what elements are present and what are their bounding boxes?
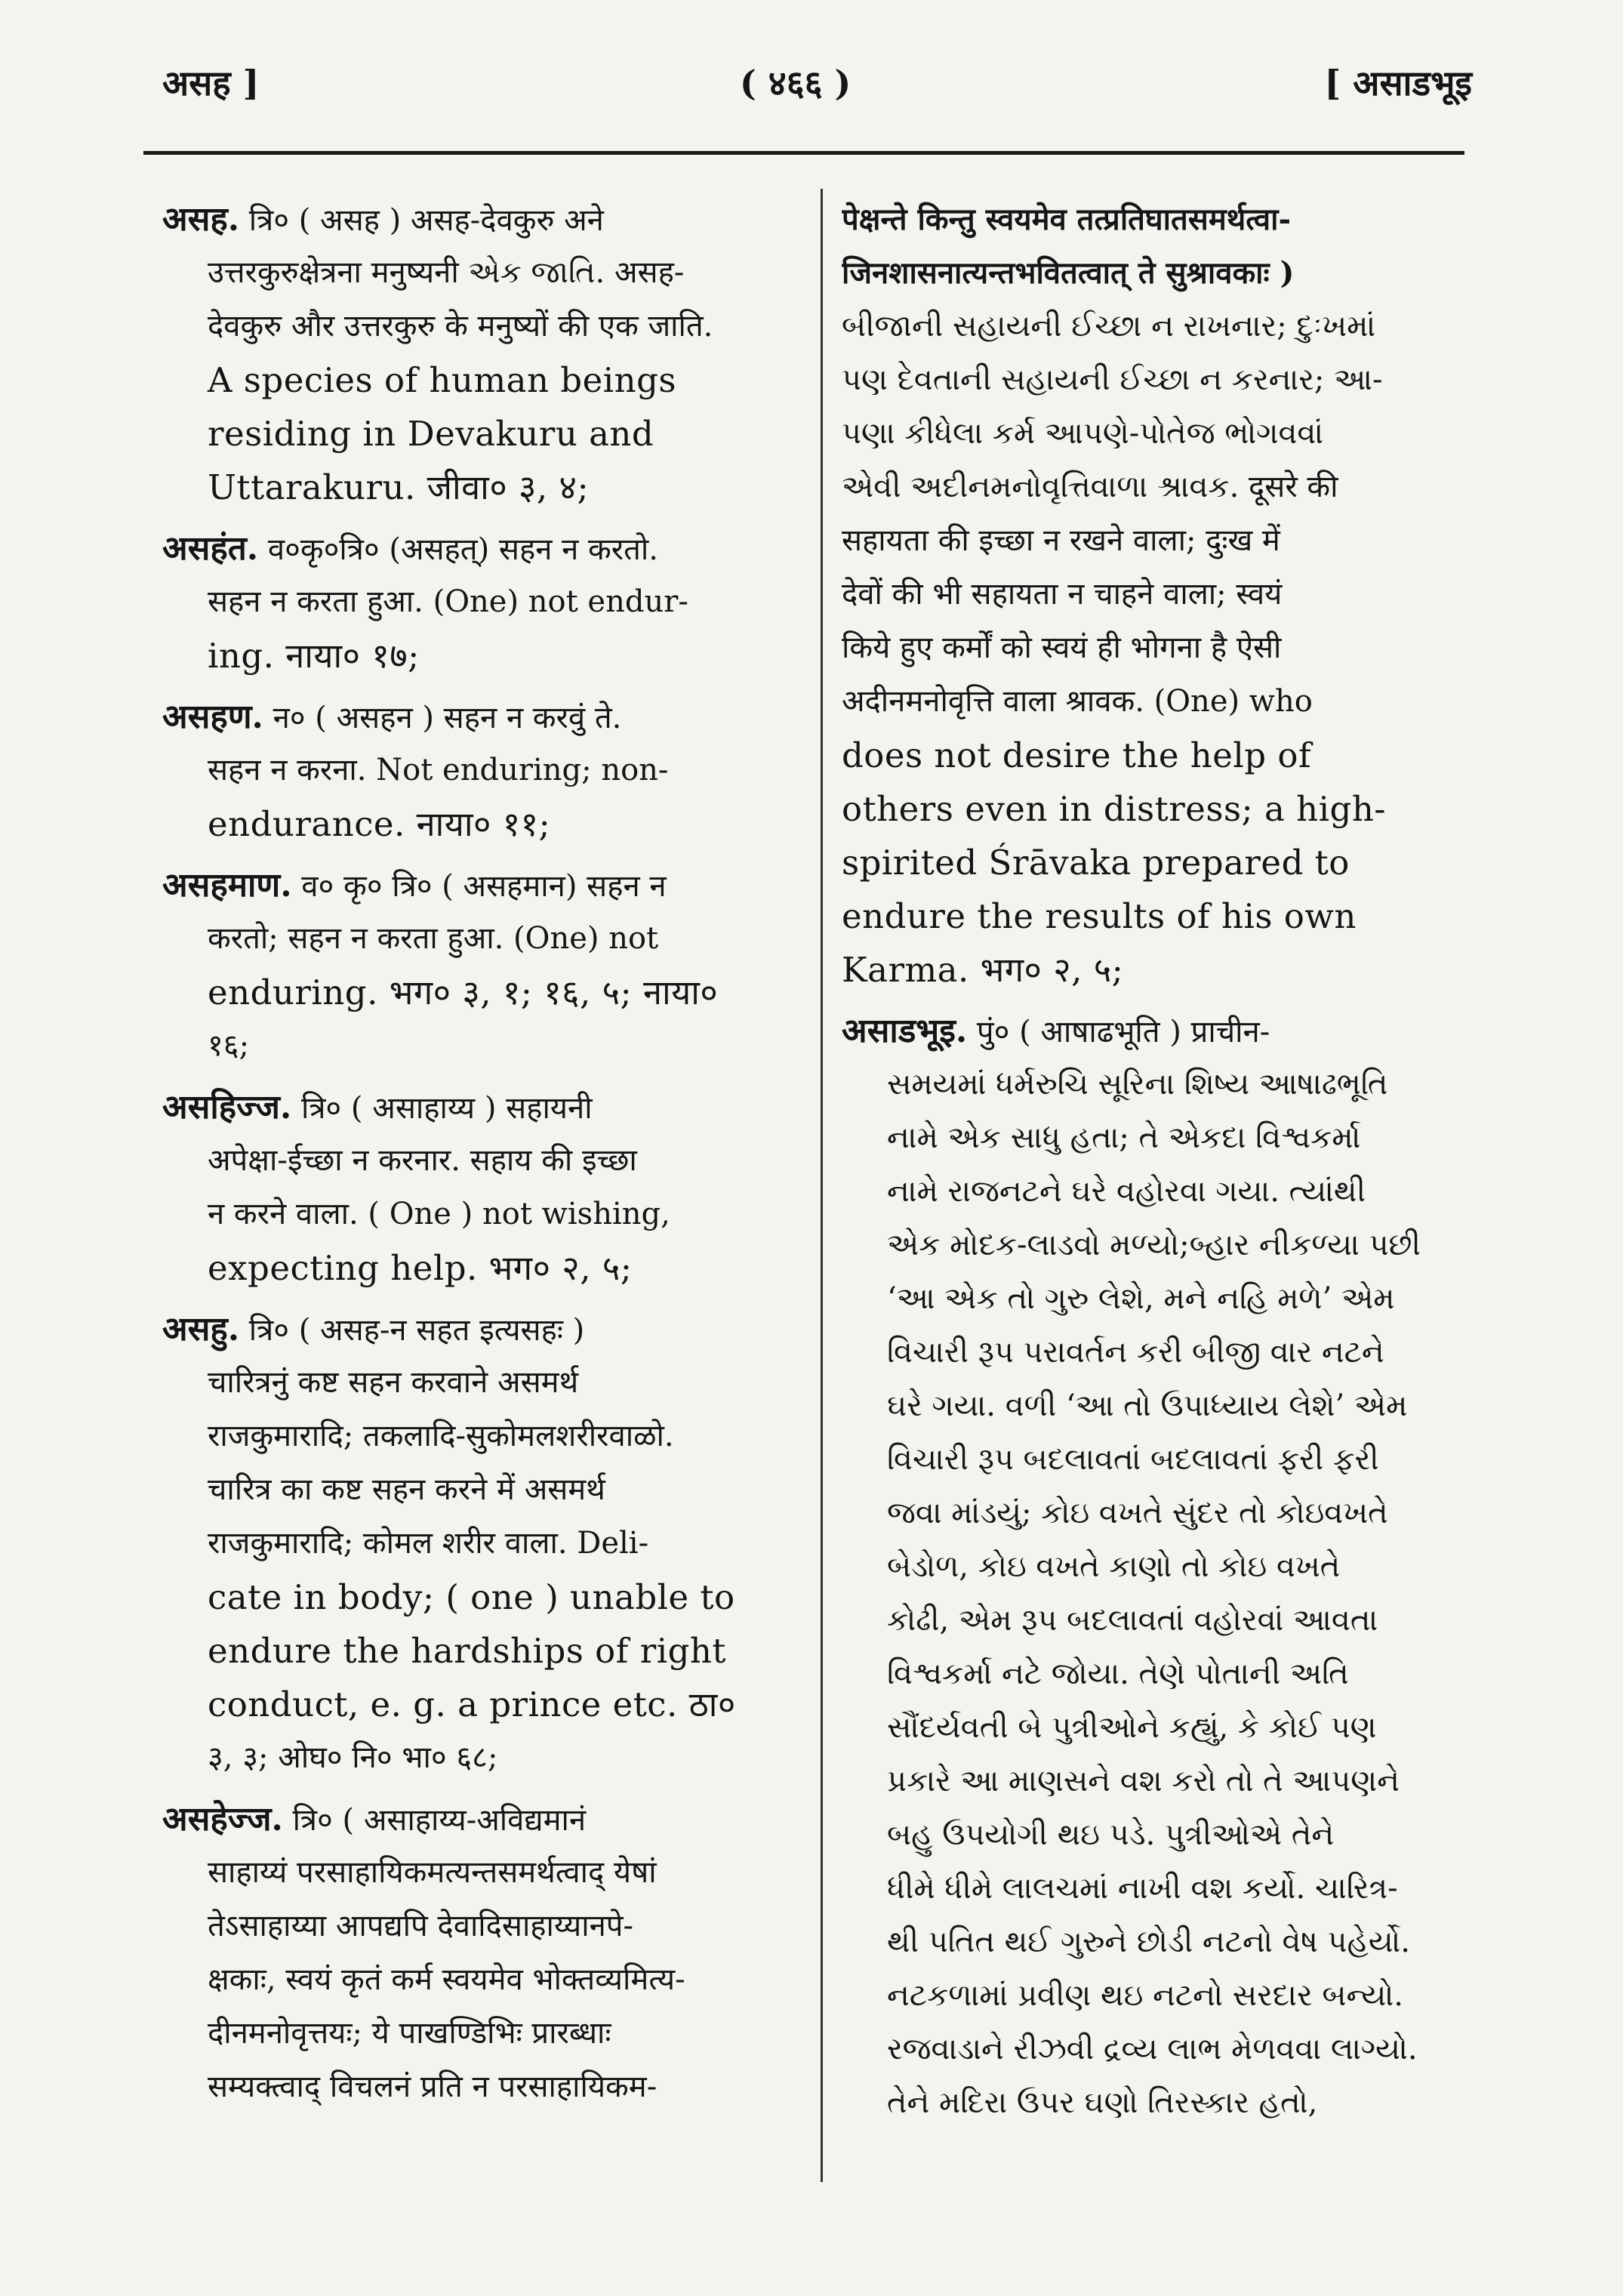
- entry-definition: व० कृ० त्रि० ( असहमान) सहन न: [291, 869, 667, 904]
- text-line: endure the results of his own: [842, 896, 1357, 936]
- text-line: cate in body; ( one ) unable to: [208, 1577, 735, 1617]
- entry-first-line: [162, 193, 796, 246]
- text-line: જવા માંડયું; કોઇ વખતે સુંદર તો કોઇવખતે: [887, 1496, 1388, 1530]
- text-line: endure the hardships of right: [208, 1631, 726, 1671]
- text-line: ધીમે ધીમે લાલચમાં નાખી વશ કર્યો. ચારિત્ર-: [887, 1871, 1398, 1906]
- page-number: ( ४६६ ): [740, 63, 852, 103]
- headword: असहमाण.: [162, 866, 292, 905]
- text-line: પણ દેવતાની સહાયની ઈચ્છા ન કરનાર; આ-: [842, 362, 1383, 397]
- dictionary-entry: [842, 1004, 1472, 2130]
- text-line: residing in Devakuru and: [208, 414, 654, 454]
- continued-entry: [842, 193, 1472, 997]
- column-divider: [821, 189, 823, 2182]
- text-line: देवों की भी सहायता न चाहने वाला; स्वयं: [842, 577, 1283, 612]
- text-line: दीनमनोवृत्तयः; ये पाखण्डिभिः प्रारब्धाः: [208, 2016, 611, 2051]
- entry-definition: त्रि० ( असह ) असह-देवकुरु अने: [239, 203, 604, 238]
- dictionary-entry: [162, 858, 796, 1073]
- text-line: किये हुए कर्मों को स्वयं ही भोगना है ऐसी: [842, 630, 1282, 665]
- text-line: વિચારી રૂપ બદલાવતાં બદલાવતાં ફરી ફરી: [887, 1442, 1379, 1477]
- entry-definition: त्रि० ( असाहाय्य-अविद्यमानं: [282, 1803, 587, 1838]
- entry-first-line: [162, 1302, 796, 1356]
- text-line: એવી અદીનમનોવૃત્તિવાળા શ્રાવક. दूसरे की: [842, 470, 1338, 504]
- text-line: ઘરે ગયા. વળી ‘આ તો ઉપાધ્યાય લેશે’ એમ: [887, 1388, 1408, 1423]
- dictionary-entry: [162, 193, 796, 514]
- headword: असहु.: [162, 1310, 240, 1348]
- headword: असहिज्ज.: [162, 1088, 292, 1126]
- text-line: चारित्रनुं कष्ट सहन करवाने असमर्थ: [208, 1365, 579, 1400]
- headword: असह.: [162, 200, 240, 239]
- text-line: A species of human beings: [208, 360, 676, 400]
- left-column: [162, 193, 796, 2122]
- text-line: બહુ ઉપયોગી થઇ પડે. પુત્રીઓએ તેને: [887, 1817, 1335, 1852]
- text-line: चारित्र का कष्ट सहन करने में असमर्थ: [208, 1472, 605, 1507]
- text-line: does not desire the help of: [842, 735, 1312, 775]
- text-line: सहन न करना. Not enduring; non-: [208, 753, 669, 787]
- text-line: Uttarakuru. जीवा० ३, ४;: [208, 467, 590, 507]
- text-line: બેડોળ, કોઇ વખતે કાણો તો કોઇ વખતે: [887, 1549, 1341, 1584]
- text-line: अदीनमनोवृत्ति वाला श्रावक. (One) who: [842, 684, 1313, 719]
- entry-first-line: [162, 1792, 796, 1846]
- text-line: न करने वाला. ( One ) not wishing,: [208, 1197, 670, 1231]
- text-line: કોઢી, એમ રૂપ બદલાવતાં વહોરવાં આવતા: [887, 1603, 1378, 1638]
- header-right: [ असाडभूइ: [1324, 63, 1472, 103]
- text-line: क्षकाः, स्वयं कृतं कर्म स्वयमेव भोक्तव्यमित्य-: [208, 1962, 685, 1997]
- text-line: રજવાડાને રીઝવી દ્રવ્ય લાભ મેળવવા લાગ્યો.: [887, 2032, 1418, 2066]
- text-line: पेक्षन्ते किन्तु स्वयमेव तत्प्रतिघातसमर्थत्वा-: [842, 202, 1292, 237]
- header-left: असह ]: [162, 63, 260, 103]
- entry-definition: व०कृ०त्रि० (असहत्) सहन न करतो.: [258, 532, 658, 567]
- headword: असहंत.: [162, 529, 259, 568]
- dictionary-entry: [162, 690, 796, 851]
- text-line: spirited Śrāvaka prepared to: [842, 843, 1350, 883]
- text-line: देवकुरु और उत्तरकुरु के मनुष्यों की एक जाति.: [208, 309, 713, 344]
- text-line: सम्यक्त्वाद् विचलनं प्रति न परसाहायिकम-: [208, 2069, 658, 2104]
- text-line: થી પતિત થઈ ગુરુને છોડી નટનો વેષ પહેર્યો.: [887, 1925, 1410, 1959]
- headword: असाडभूइ.: [842, 1012, 968, 1050]
- entry-first-line: [842, 1004, 1472, 1058]
- text-line: enduring. भग० ३, १; १६, ५; नाया०: [208, 972, 719, 1012]
- text-line: साहाय्यं परसाहायिकमत्यन्तसमर्थत्वाद् येषां: [208, 1855, 657, 1890]
- text-line: सहायता की इच्छा न रखने वाला; दुःख में: [842, 523, 1280, 558]
- text-line: એક મોદક-લાડવો મળ્યો;બ્હાર નીકળ્યા પછી: [887, 1228, 1421, 1262]
- entry-definition: न० ( असहन ) सहन न करवुं ते.: [263, 701, 622, 735]
- text-line: expecting help. भग० २, ५;: [208, 1248, 633, 1288]
- text-line: Karma. भग० २, ५;: [842, 950, 1124, 990]
- text-line: जिनशासनात्यन्तभवितत्वात् ते सुश्रावकाः ): [842, 255, 1295, 291]
- headword: असहेज्ज.: [162, 1800, 283, 1838]
- text-line: ३, ३; ओघ० नि० भा० ६८;: [208, 1740, 498, 1775]
- text-line: सहन न करता हुआ. (One) not endur-: [208, 584, 688, 619]
- text-line: राजकुमारादि; कोमल शरीर वाला. Deli-: [208, 1526, 649, 1561]
- dictionary-entry: [162, 1080, 796, 1295]
- entry-definition: त्रि० ( असह-न सहत इत्यसहः ): [239, 1313, 585, 1348]
- text-line: સૌંદર્યવતી બે પુત્રીઓને કહ્યું, કે કોઈ પણ: [887, 1710, 1377, 1745]
- text-line: ‘આ એક તો ગુરુ લેશે, મને નહિ મળે’ એમ: [887, 1281, 1395, 1316]
- dictionary-entry: [162, 1302, 796, 1785]
- entry-definition: पुं० ( आषाढभूति ) प्राचीन-: [967, 1015, 1270, 1049]
- text-line: તેને મદિરા ઉપર ઘણો તિરસ્કાર હતો,: [887, 2085, 1318, 2120]
- dictionary-entry: [162, 1792, 796, 2114]
- text-line: નામે એક સાધુ હતા; તે એકદા વિશ્વકર્મા: [887, 1120, 1361, 1155]
- text-line: अपेक्षा-ईच्छा न करनार. सहाय की इच्छा: [208, 1143, 637, 1178]
- text-line: conduct, e. g. a prince etc. ठा०: [208, 1684, 736, 1724]
- text-line: પ્રકારે આ માણસને વશ કરો તો તે આપણને: [887, 1764, 1400, 1798]
- text-line: १६;: [208, 1028, 250, 1063]
- entry-first-line: [162, 522, 796, 575]
- text-line: उत्तरकुरुक्षेत्रना मनुष्यनी એક જાતિ. असह-: [208, 255, 685, 290]
- dictionary-entry: [162, 522, 796, 683]
- text-line: राजकुमारादि; तकलादि-सुकोमलशरीरवाळो.: [208, 1419, 674, 1453]
- text-line: others even in distress; a high-: [842, 789, 1387, 829]
- text-line: करतो; सहन न करता हुआ. (One) not: [208, 921, 659, 956]
- entry-first-line: [162, 1080, 796, 1134]
- headword: असहण.: [162, 698, 263, 736]
- right-column: [842, 193, 1472, 2137]
- entry-definition: त्रि० ( असाहाय्य ) सहायनी: [291, 1091, 593, 1126]
- text-line: વિશ્વકર્મા નટે જોયા. તેણે પોતાની અતિ: [887, 1657, 1349, 1691]
- text-line: endurance. नाया० ११;: [208, 804, 551, 844]
- entry-first-line: [162, 858, 796, 912]
- text-line: નટકળામાં પ્રવીણ થઇ નટનો સરદાર બન્યો.: [887, 1978, 1403, 2013]
- text-line: વિચારી રૂપ પરાવર્તન કરી બીજી વાર નટને: [887, 1335, 1384, 1370]
- text-line: બીજાની સહાયની ઈચ્છા ન રાખનાર; દુઃખમાં: [842, 309, 1376, 344]
- text-line: નામે રાજનટને ઘરે વહોરવા ગયા. ત્યાંથી: [887, 1174, 1366, 1209]
- text-line: પણા કીધેલા કર્મ આપણે-પોતેજ ભોગવવાં: [842, 416, 1324, 451]
- text-line: ing. नाया० १७;: [208, 636, 420, 676]
- text-line: સમયમાં ધર્મરુચિ સૂરિના શિષ્ય આષાઢભૂતિ: [887, 1067, 1388, 1102]
- entry-first-line: [162, 690, 796, 744]
- text-line: तेऽसाहाय्या आपद्यपि देवादिसाहाय्यानपे-: [208, 1909, 634, 1943]
- header-rule: [143, 151, 1464, 155]
